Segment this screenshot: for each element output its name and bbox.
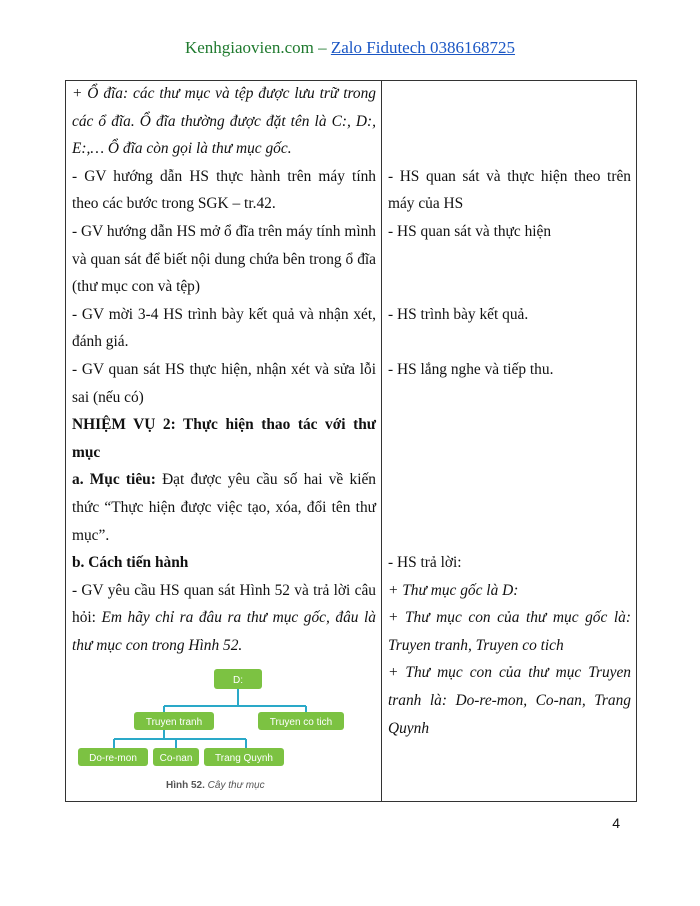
teacher-column: [72, 80, 376, 659]
gv-question: [72, 577, 376, 660]
question-text: Em hãy chỉ ra đâu ra thư mục gốc, đâu là thư mục con trong Hình 52.: [72, 609, 376, 654]
gv-guide-open-drive: - GV hướng dẫn HS mở ổ đĩa trên máy tính mình và quan sát để biết nội dung chứa bên trong ổ đĩa (thư mục con và tệp): [72, 222, 376, 296]
page-header: [0, 38, 700, 58]
gv-guide-practice: - GV hướng dẫn HS thực hành trên máy tính theo các bước trong SGK – tr.42.: [72, 167, 376, 213]
goal-label: a. Mục tiêu:: [72, 471, 156, 489]
hs-listen: - HS lắng nghe và tiếp thu.: [388, 360, 554, 378]
gv-invite-present: - GV mời 3-4 HS trình bày kết quả và nhận xét, đánh giá.: [72, 305, 376, 351]
node-comic-label: Truyen tranh: [145, 717, 203, 728]
question-intro: - GV yêu cầu HS quan sát Hình 52 và trả lời câu hỏi:: [72, 581, 376, 627]
tree-node-root: [214, 669, 262, 689]
tree-node-comic: [134, 712, 214, 730]
table-column-divider: [381, 80, 382, 802]
hs-practice: - HS quan sát và thực hiện theo trên máy của HS: [388, 167, 631, 213]
hs-present: - HS trình bày kết quả.: [388, 305, 529, 323]
hs-root-answer: + Thư mục gốc là D:: [388, 581, 519, 599]
student-column: [388, 80, 631, 742]
caption-text: Cây thư mục: [204, 780, 265, 791]
connector-root: [164, 689, 306, 715]
node-doremon-label: Do-re-mon: [89, 753, 137, 764]
node-root-label: D:: [233, 675, 243, 686]
hs-subfolders-comic: + Thư mục con của thư mục Truyen tranh là: Do-re-mon, Co-nan, Trang Quynh: [388, 664, 631, 737]
header-zalo-link[interactable]: Zalo Fidutech 0386168725: [330, 38, 516, 57]
folder-tree-figure: [76, 660, 376, 795]
gv-observe: - GV quan sát HS thực hiện, nhận xét và sửa lỗi sai (nếu có): [72, 360, 376, 406]
tree-node-conan: [153, 748, 199, 766]
page-number: 4: [612, 815, 620, 831]
hs-answer: - HS trả lời:: [388, 554, 462, 572]
node-trangquynh-label: Trang Quynh: [215, 753, 273, 764]
node-fairytale-label: Truyen co tich: [269, 717, 333, 728]
tree-node-trangquynh: [204, 748, 284, 766]
header-site[interactable]: Kenhgiaovien.com: [184, 38, 314, 57]
figure-caption: [166, 780, 265, 791]
hs-subfolders-root: + Thư mục con của thư mục gốc là: Truyen tranh, Truyen co tich: [388, 609, 631, 654]
caption-label: Hình 52.: [166, 780, 205, 791]
node-conan-label: Co-nan: [159, 753, 193, 764]
connector-comic: [114, 729, 246, 748]
tree-node-fairytale: [258, 712, 344, 730]
goal-text: Đạt được yêu cầu số hai về kiến thức “Thực hiện được việc tạo, xóa, đổi tên thư mục”.: [72, 471, 376, 544]
header-separator: –: [313, 38, 331, 57]
method-heading: b. Cách tiến hành: [72, 554, 189, 572]
goal-paragraph: [72, 466, 376, 549]
drive-definition: + Ổ đĩa: các thư mục và tệp được lưu trữ trong các ổ đĩa. Ổ đĩa thường được đặt tên là C:, D:, E:,… Ổ đĩa còn gọi là thư mục gốc.: [72, 85, 376, 158]
task-2-heading: NHIỆM VỤ 2: Thực hiện thao tác với thư mục: [72, 416, 376, 461]
hs-observe: - HS quan sát và thực hiện: [388, 222, 552, 240]
tree-node-doremon: [78, 748, 148, 766]
